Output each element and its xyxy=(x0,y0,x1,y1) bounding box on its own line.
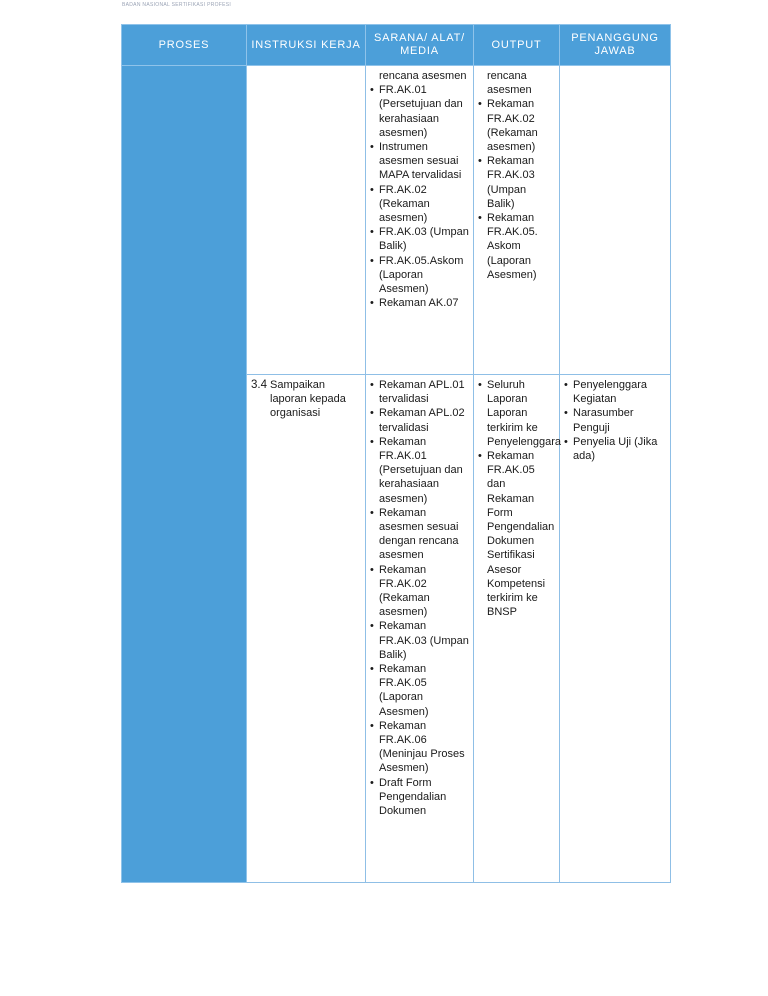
penanggung-cell xyxy=(560,375,671,883)
output-list xyxy=(478,378,562,619)
step-3-4 xyxy=(251,378,361,421)
list-item: • FR.AK.01 (Persetujuan dan kerahasiaan asesmen) xyxy=(370,83,469,140)
list-item: • Rekaman FR.AK.05 dan Rekaman Form Pengendalian Dokumen Sertifikasi Asesor Kompetensi terkirim ke BNSP xyxy=(478,449,555,619)
penanggung-cell xyxy=(560,66,671,375)
list-item: • Rekaman FR.AK.03 (Umpan Balik) xyxy=(478,154,555,211)
procedure-table xyxy=(121,24,671,883)
list-item: • Draft Form Pengendalian Dokumen xyxy=(370,776,469,819)
list-item: • Rekaman FR.AK.03 (Umpan Balik) xyxy=(370,619,469,662)
list-item: • Rekaman APL.01 tervalidasi xyxy=(370,378,469,406)
instruksi-cell xyxy=(247,66,366,375)
output-cell xyxy=(474,375,560,883)
header-instruksi-kerja: INSTRUKSI KERJA xyxy=(247,25,366,66)
proses-cell xyxy=(122,66,247,883)
header-proses: PROSES xyxy=(122,25,247,66)
list-item: • Rekaman FR.AK.02 (Rekaman asesmen) xyxy=(370,563,469,620)
step-number: 3.4 xyxy=(251,379,267,391)
list-item: • Rekaman AK.07 xyxy=(370,296,469,310)
list-item: • FR.AK.02 (Rekaman asesmen) xyxy=(370,183,469,226)
list-item: • Rekaman APL.02 tervalidasi xyxy=(370,406,469,434)
list-item: • Narasumber Penguji xyxy=(564,406,666,434)
list-item: • Instrumen asesmen sesuai MAPA tervalidasi xyxy=(370,140,469,183)
sarana-cell xyxy=(366,66,474,375)
list-item: • FR.AK.05.Askom (Laporan Asesmen) xyxy=(370,254,469,297)
sarana-list xyxy=(370,378,469,818)
output-list xyxy=(478,69,555,282)
list-item: • Penyelia Uji (Jika ada) xyxy=(564,435,666,463)
header-penanggung-jawab: PENANGGUNG JAWAB xyxy=(560,25,671,66)
list-item: rencana asesmen xyxy=(487,70,532,97)
table-header-row xyxy=(122,25,671,66)
list-item: rencana asesmen xyxy=(379,70,467,82)
organization-header: BADAN NASIONAL SERTIFIKASI PROFESI xyxy=(122,2,232,8)
header-output: OUTPUT xyxy=(474,25,560,66)
list-item: • Rekaman FR.AK.05 (Laporan Asesmen) xyxy=(370,662,469,719)
list-item: • Rekaman FR.AK.01 (Persetujuan dan kerahasiaan asesmen) xyxy=(370,435,469,506)
sarana-cell xyxy=(366,375,474,883)
instruksi-cell xyxy=(247,375,366,883)
list-item: • Rekaman asesmen sesuai dengan rencana asesmen xyxy=(370,506,469,563)
sarana-list xyxy=(370,69,469,310)
list-item: • Penyelenggara Kegiatan xyxy=(564,378,666,406)
output-cell xyxy=(474,66,560,375)
header-sarana-alat-media: SARANA/ ALAT/ MEDIA xyxy=(366,25,474,66)
list-item: • Rekaman FR.AK.02 (Rekaman asesmen) xyxy=(478,97,555,154)
list-item: • Rekaman FR.AK.06 (Meninjau Proses Asesmen) xyxy=(370,719,469,776)
list-item: • Seluruh Laporan Laporan terkirim ke Penyelenggara xyxy=(478,378,555,449)
step-text: Sampaikan laporan kepada organisasi xyxy=(270,379,346,420)
penanggung-list xyxy=(564,378,666,463)
list-item: • Rekaman FR.AK.05. Askom (Laporan Asesmen) xyxy=(478,211,555,282)
list-item: • FR.AK.03 (Umpan Balik) xyxy=(370,225,469,253)
table-row xyxy=(122,66,671,375)
